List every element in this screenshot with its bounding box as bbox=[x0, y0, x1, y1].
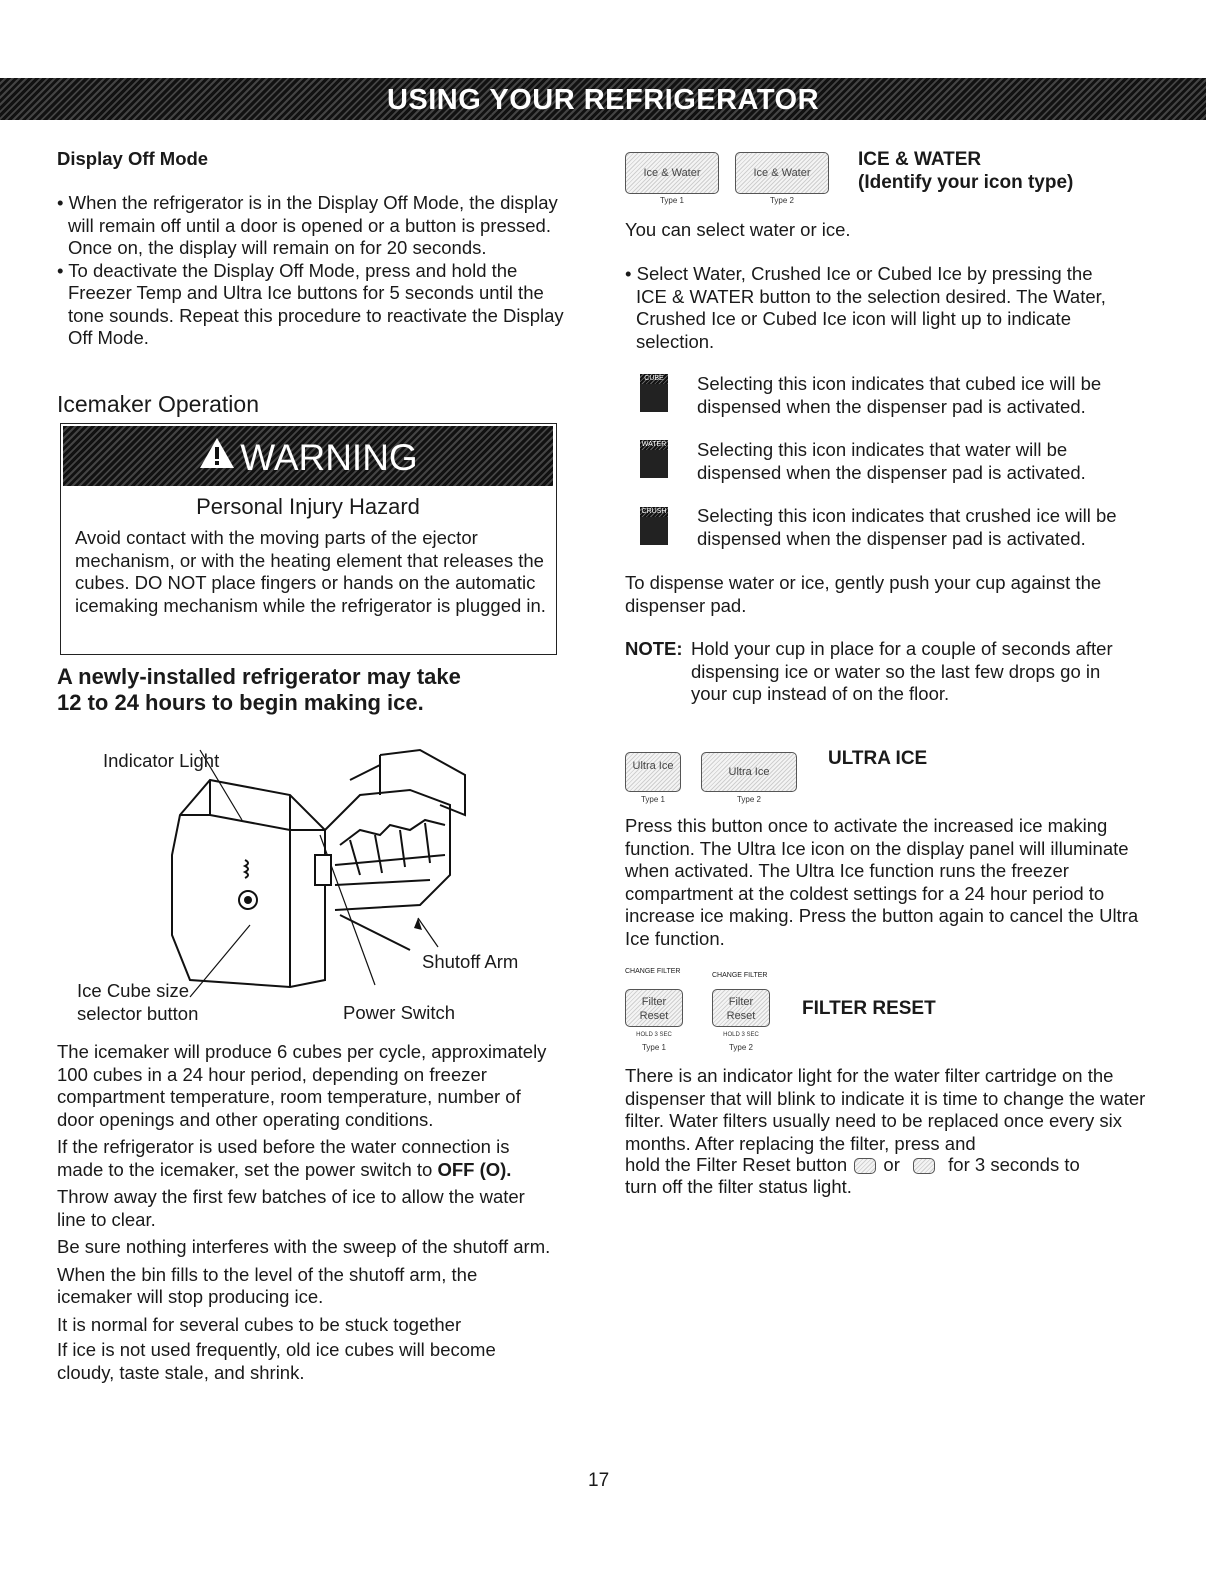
label-ice-cube-size-1: Ice Cube size bbox=[77, 980, 190, 1001]
ice-water-title-2: (Identify your icon type) bbox=[858, 172, 1074, 193]
ice-water-button-type1-icon: Ice & Water bbox=[625, 152, 719, 194]
newly-installed-line-1: A newly-installed refrigerator may take bbox=[57, 664, 461, 689]
filter-reset-title: FILTER RESET bbox=[802, 998, 936, 1019]
filter-reset-button-type2-icon: Filter Reset bbox=[712, 989, 770, 1027]
ultra-ice-type1-label: Type 1 bbox=[640, 795, 665, 804]
display-off-bullets bbox=[57, 192, 569, 350]
newly-installed-note bbox=[57, 664, 461, 716]
label-indicator-light: Indicator Light bbox=[103, 750, 220, 771]
cube-icon bbox=[640, 374, 668, 412]
crush-text: Selecting this icon indicates that crushed ice will be dispensed when the dispenser pad is activated. bbox=[697, 505, 1117, 549]
filter-text-2 bbox=[625, 1154, 1080, 1177]
ice-water-bullet: • Select Water, Crushed Ice or Cubed Ice by pressing the ICE & WATER button to the selection desired. The Water, Crushed Ice or Cubed Ice icon will light up to indicate selection. bbox=[625, 263, 1106, 352]
filter-text-2a: hold the Filter Reset button bbox=[625, 1154, 848, 1175]
ice-water-title bbox=[858, 148, 1073, 194]
water-text: Selecting this icon indicates that water will be dispensed when the dispenser pad is activated. bbox=[697, 439, 1086, 483]
warning-header-text bbox=[63, 426, 553, 486]
dispense-text: To dispense water or ice, gently push your cup against the dispenser pad. bbox=[625, 572, 1102, 616]
hazard-title: Personal Injury Hazard bbox=[196, 494, 420, 519]
ultra-ice-button-type2-icon: Ultra Ice bbox=[701, 752, 797, 792]
change-filter-label-2: CHANGE FILTER bbox=[712, 972, 768, 979]
filter-hold-label-1: HOLD 3 SEC bbox=[636, 1032, 672, 1038]
filter-type1-label: Type 1 bbox=[641, 1043, 666, 1052]
page-title: USING YOUR REFRIGERATOR bbox=[386, 84, 820, 116]
display-off-bullet-2: • To deactivate the Display Off Mode, press and hold the Freezer Temp and Ultra Ice buttons for 5 seconds until the tone sounds. Repeat this procedure to reactivate the Display Off Mode. bbox=[57, 259, 564, 348]
filter-hold-label-2: HOLD 3 SEC bbox=[723, 1032, 759, 1038]
filter-reset-inline-icon-2 bbox=[913, 1158, 935, 1174]
page-number: 17 bbox=[588, 1470, 610, 1491]
icemaker-para-2-off: OFF (O). bbox=[437, 1158, 512, 1180]
label-ice-cube-size bbox=[77, 980, 198, 1025]
cube-text: Selecting this icon indicates that cubed ice will be dispensed when the dispenser pad is activated. bbox=[697, 373, 1102, 417]
filter-text-3: turn off the filter status light. bbox=[625, 1176, 852, 1197]
ultra-ice-button-type1-icon: Ultra Ice bbox=[625, 752, 681, 792]
newly-installed-line-2: 12 to 24 hours to begin making ice. bbox=[57, 690, 424, 715]
icemaker-title: Icemaker Operation bbox=[57, 391, 259, 417]
crush-icon bbox=[640, 507, 668, 545]
display-off-bullet-1: • When the refrigerator is in the Display Off Mode, the display will remain off until a door is opened or a button is pressed. Once on, the display will remain on for 20 seconds. bbox=[57, 192, 558, 258]
icemaker-para-5: When the bin fills to the level of the shutoff arm, the icemaker will stop producing ice. bbox=[57, 1263, 478, 1307]
filter-text-1: There is an indicator light for the water filter cartridge on the dispenser that will blink to indicate it is time to change the water filter. Water filters usually need to be replaced once every six months. After replacing the filter, press and bbox=[625, 1065, 1146, 1154]
label-shutoff-arm: Shutoff Arm bbox=[422, 951, 519, 972]
ice-water-intro: You can select water or ice. bbox=[625, 219, 851, 240]
ultra-ice-text: Press this button once to activate the increased ice making function. The Ultra Ice icon on the display panel will illuminate when activated. The Ultra Ice function runs the freezer compartment at the coldest settings for a 24 hour period to increase ice making. Press the button again to cancel the Ultra Ice function. bbox=[625, 815, 1139, 949]
water-icon bbox=[640, 440, 668, 478]
cube-icon-label: CUBE bbox=[640, 374, 668, 384]
icemaker-para-6: It is normal for several cubes to be stuck together bbox=[57, 1313, 462, 1335]
note-label: NOTE: bbox=[625, 638, 683, 659]
label-ice-cube-size-2: selector button bbox=[77, 1002, 199, 1024]
filter-reset-button-type1-icon: Filter Reset bbox=[625, 989, 683, 1027]
warning-label: WARNING bbox=[240, 437, 418, 479]
icemaker-para-4: Be sure nothing interferes with the sweep of the shutoff arm. bbox=[57, 1236, 551, 1257]
water-icon-label: WATER bbox=[641, 441, 667, 448]
icemaker-para-3: Throw away the first few batches of ice to allow the water line to clear. bbox=[57, 1186, 525, 1230]
label-power-switch: Power Switch bbox=[343, 1002, 456, 1023]
display-off-title: Display Off Mode bbox=[57, 148, 209, 169]
ice-water-type1-label: Type 1 bbox=[659, 196, 684, 205]
filter-type2-label: Type 2 bbox=[728, 1043, 753, 1052]
ice-water-button-type2-icon: Ice & Water bbox=[735, 152, 829, 194]
icemaker-para-2 bbox=[57, 1136, 557, 1181]
ice-water-title-1: ICE & WATER bbox=[858, 149, 982, 170]
crush-icon-label: CRUSH bbox=[641, 508, 667, 515]
icemaker-paragraphs bbox=[57, 1041, 557, 1384]
ultra-ice-type2-label: Type 2 bbox=[736, 795, 761, 804]
filter-reset-inline-icon-1 bbox=[854, 1158, 876, 1174]
change-filter-label-1: CHANGE FILTER bbox=[625, 968, 681, 975]
note-text: Hold your cup in place for a couple of seconds after dispensing ice or water so the last few drops go in your cup instead of on the floor. bbox=[691, 638, 1113, 704]
filter-text-2b: or bbox=[883, 1154, 900, 1175]
ice-water-type2-label: Type 2 bbox=[769, 196, 794, 205]
icemaker-para-7: If ice is not used frequently, old ice cubes will become cloudy, taste stale, and shrink. bbox=[57, 1339, 496, 1383]
warning-text: Avoid contact with the moving parts of the ejector mechanism, or with the heating element that releases the cubes. DO NOT place fingers or hands on the automatic icemaking mechanism while the refrigerator is plugged in. bbox=[75, 527, 546, 616]
icemaker-para-2-text: If the refrigerator is used before the water connection is made to the icemaker, set the power switch to bbox=[57, 1136, 510, 1180]
icemaker-para-1: The icemaker will produce 6 cubes per cycle, approximately 100 cubes in a 24 hour period, depending on freezer compartment temperature, room temperature, number of door openings and other operating conditions. bbox=[57, 1041, 547, 1130]
warning-triangle-icon bbox=[198, 428, 236, 488]
filter-text-2c: for 3 seconds to bbox=[948, 1154, 1080, 1175]
ultra-ice-title: ULTRA ICE bbox=[828, 748, 928, 769]
